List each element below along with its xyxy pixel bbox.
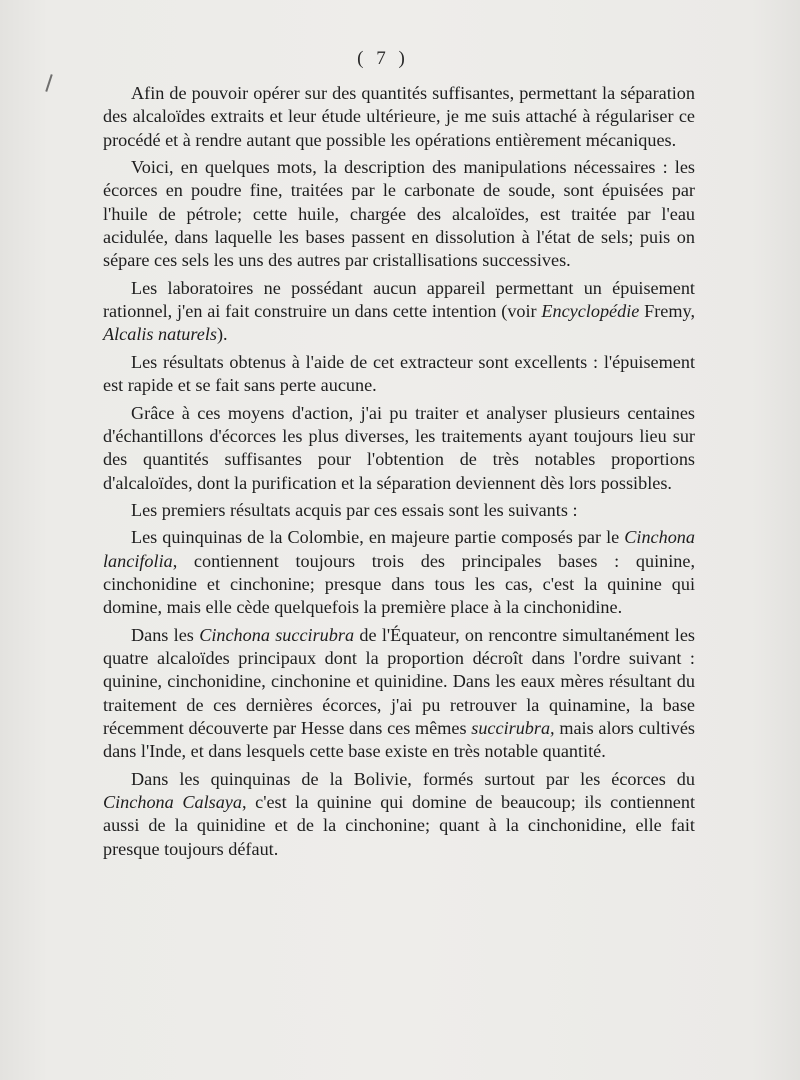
text-run: Les résultats obtenus à l'aide de cet extracteur sont excellents : l'épuisement est rapide et se fait sans perte aucune. <box>103 351 695 396</box>
text-run: ). <box>217 324 228 345</box>
paragraph <box>103 82 695 152</box>
italic-text: Cinchona succirubra <box>199 624 355 645</box>
page-number: ( 7 ) <box>357 48 409 69</box>
text-run: Les quinquinas de la Colombie, en majeure partie composés par le <box>131 527 625 548</box>
italic-text: Encyclopédie <box>541 301 640 322</box>
text-run: Afin de pouvoir opérer sur des quantités suffisantes, permettant la séparation des alcaloïdes extraits et leur étude ultérieure, je me suis attaché à régulariser ce procédé et à rendre autant que possible les opérations entièrement mécaniques. <box>103 83 695 150</box>
paragraph <box>103 351 695 398</box>
text-run: mais alors cultivés dans l'Inde, et dans lesquels cette base existe en très notable quantité. <box>103 718 696 762</box>
text-run: Les laboratoires ne possédant aucun appareil permettant un épuisement rationnel, j'en ai fait construire un dans cette intention (voir <box>103 277 695 322</box>
paragraph <box>103 156 695 272</box>
paragraph <box>103 768 695 861</box>
text-run: Dans les <box>131 624 200 645</box>
text-run: , contiennent toujours trois des principales bases : quinine, cinchonidine et cinchonine; presque dans tous les cas, c'est la quinine qui domine, mais elle cède quelquefois la première place à la cinchonidine. <box>103 550 695 618</box>
italic-text: succirubra, <box>471 718 555 739</box>
text-run: Fremy, <box>639 301 695 322</box>
paragraph <box>103 526 695 619</box>
italic-text: Cinchona Calsaya <box>103 792 242 813</box>
paragraph <box>103 402 695 495</box>
paragraph <box>103 277 695 347</box>
text-run: , c'est la quinine qui domine de beaucoup; ils contiennent aussi de la quinidine et de la cinchonine; quant à la cinchonidine, elle fait presque toujours défaut. <box>103 792 696 859</box>
text-run: Voici, en quelques mots, la description des manipulations nécessaires : les écorces en poudre fine, traitées par le carbonate de soude, sont épuisées par l'huile de pétrole; cette huile, chargée des alcaloïdes, est traitée par l'eau acidulée, dans laquelle les bases passent en dissolution à l'état de sels; puis on sépare ces sels les uns des autres par cristallisations successives. <box>103 157 695 271</box>
italic-text: Cinchona lancifolia <box>103 527 695 571</box>
paragraph <box>103 499 695 522</box>
margin-pencil-mark <box>45 74 52 92</box>
text-run: de l'Équateur, on rencontre simultanément les quatre alcaloïdes principaux dont la proportion décroît dans l'ordre suivant : quinine, cinchonidine, cinchonine et quinidine. Dans les eaux mères résultant du traitement de ces dernières écorces, j'ai pu retrouver la quinamine, la base récemment découverte par Hesse dans ces mêmes <box>103 624 695 739</box>
text-run: Dans les quinquinas de la Bolivie, formés surtout par les écorces du <box>131 768 695 789</box>
text-run: Grâce à ces moyens d'action, j'ai pu traiter et analyser plusieurs centaines d'échantillons d'écorces les plus diverses, les traitements ayant toujours lieu sur des quantités suffisantes pour l'obtention de très notables proportions d'alcaloïdes, dont la purification et la séparation deviennent dès lors possibles. <box>103 402 695 493</box>
text-run: Les premiers résultats acquis par ces essais sont les suivants : <box>131 499 578 520</box>
body-text <box>103 82 695 865</box>
paragraph <box>103 624 695 764</box>
italic-text: Alcalis naturels <box>103 324 217 345</box>
